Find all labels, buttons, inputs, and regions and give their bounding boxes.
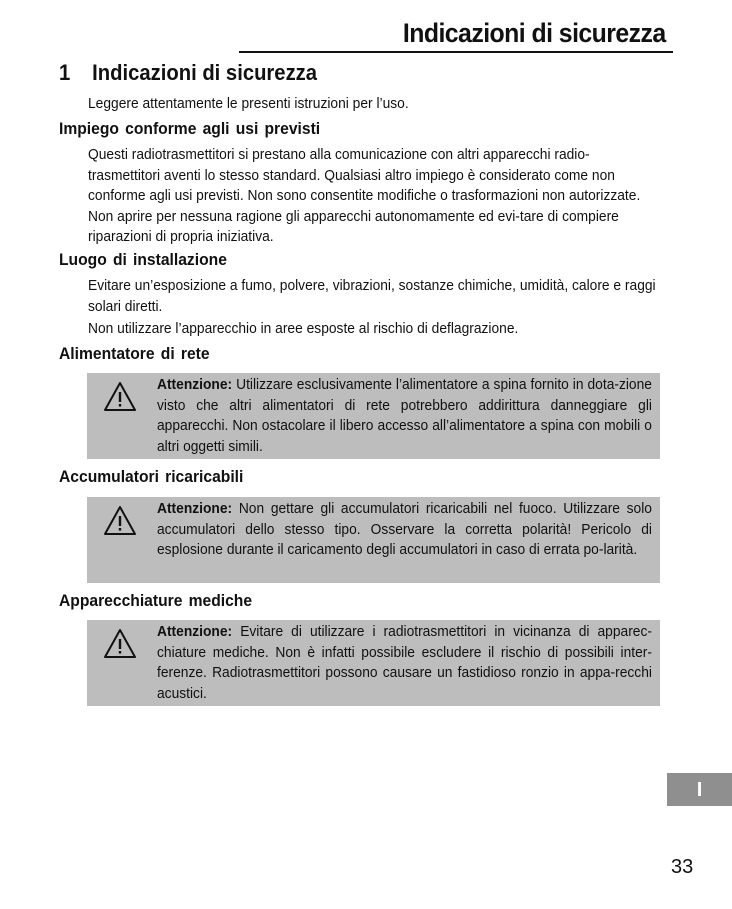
section-body-usage: Questi radiotrasmettitori si prestano alla comunicazione con altri apparecchi radio-trasmettitori aventi lo stesso standard. Qualsiasi altro impiego è considerato come non conforme agli usi previsti. Non sono consentite modifiche o trasformazioni non autorizzate. Non aprire per nessuna ragione gli apparecchi autonomamente ed evi-tare di compiere riparazioni di propria iniziativa. — [88, 146, 641, 245]
section-body-location-1: Evitare un’esposizione a fumo, polvere, vibrazioni, sostanze chimiche, umidità, calore e raggi solari diretti. — [88, 277, 656, 315]
header-rule — [239, 51, 673, 53]
section-title-usage: Impiego conforme agli usi previsti — [59, 119, 321, 138]
warning-triangle-icon — [103, 505, 137, 537]
running-header-title: Indicazioni di sicurezza — [403, 18, 666, 48]
chapter-heading — [59, 60, 317, 86]
section-title-batteries: Accumulatori ricaricabili — [59, 467, 244, 486]
section-title-location: Luogo di installazione — [59, 250, 227, 269]
warning-label: Attenzione: — [157, 500, 233, 517]
language-tab: I — [667, 773, 732, 806]
section-title-power: Alimentatore di rete — [59, 344, 210, 363]
warning-triangle-icon — [103, 628, 137, 660]
section-body-location-2: Non utilizzare l’apparecchio in aree esposte al rischio di deflagrazione. — [88, 320, 519, 337]
warning-label: Attenzione: — [157, 623, 233, 640]
chapter-title: Indicazioni di sicurezza — [92, 60, 318, 85]
warning-text-power: Attenzione: Utilizzare esclusivamente l’alimentatore a spina fornito in dota-zione visto che altri alimentatori di rete potrebbero addirittura danneggiare gli apparecchi. Non ostacolare il libero accesso all’alimentatore a spina con mobili o altri oggetti simili. — [157, 376, 652, 455]
section-title-medical: Apparecchiature mediche — [59, 591, 253, 610]
chapter-number: 1 — [59, 60, 71, 85]
warning-box-medical — [87, 620, 660, 706]
warning-label: Attenzione: — [157, 376, 233, 393]
intro-paragraph: Leggere attentamente le presenti istruzioni per l’uso. — [88, 95, 409, 112]
warning-box-power — [87, 373, 660, 459]
warning-text-medical: Attenzione: Evitare di utilizzare i radiotrasmettitori in vicinanza di apparec-chiature mediche. Non è infatti possibile escludere il rischio di possibili inter-ferenze. Radiotrasmettitori possono causare un fastidioso ronzio in appa-recchi acustici. — [157, 623, 652, 702]
warning-box-batteries — [87, 497, 660, 583]
page-number: 33 — [671, 856, 694, 878]
warning-text-batteries: Attenzione: Non gettare gli accumulatori ricaricabili nel fuoco. Utilizzare solo accumulatori dello stesso tipo. Osservare la corretta polarità! Pericolo di esplosione durante il caricamento degli accumulatori in caso di errata po-larità. — [157, 500, 652, 558]
warning-triangle-icon — [103, 381, 137, 413]
